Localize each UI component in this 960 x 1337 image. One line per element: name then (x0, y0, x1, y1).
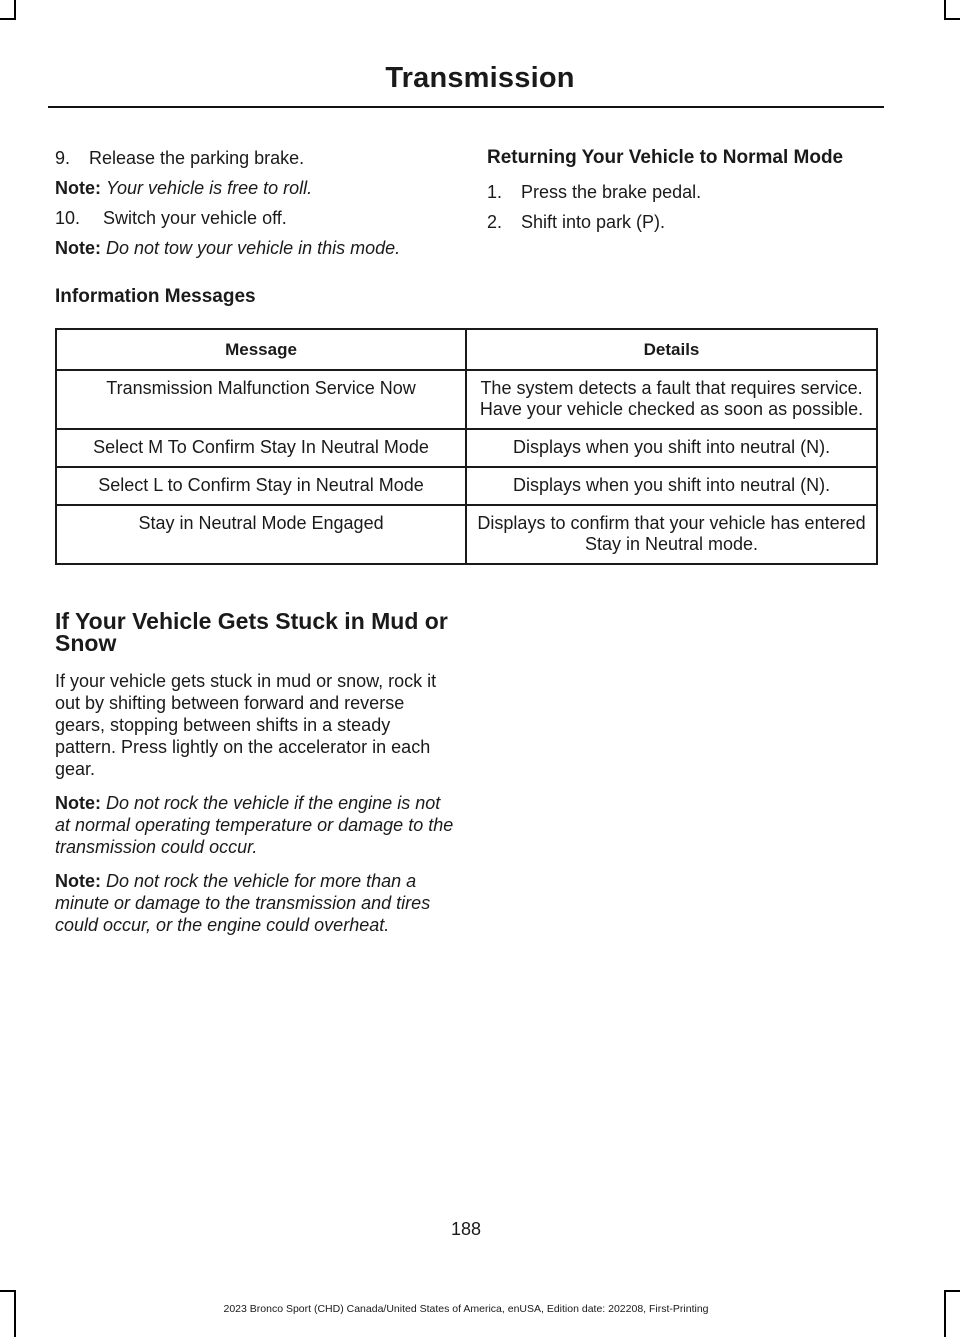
step-10 (55, 207, 455, 229)
crop-mark-top-left (14, 0, 16, 20)
column-header-details: Details (466, 329, 877, 370)
step-2 (487, 211, 887, 233)
table-row (56, 467, 877, 505)
stuck-heading: If Your Vehicle Gets Stuck in Mud or Snow (55, 608, 448, 656)
details-cell: Displays when you shift into neutral (N). (466, 429, 877, 467)
left-column (55, 147, 455, 267)
column-header-message: Message (56, 329, 466, 370)
returning-normal-mode-heading: Returning Your Vehicle to Normal Mode (487, 147, 844, 168)
details-cell: Displays to confirm that your vehicle has entered Stay in Neutral mode. (466, 505, 877, 564)
table-row (56, 370, 877, 429)
crop-mark-top-left-h (0, 18, 16, 20)
note-text: Do not rock the vehicle if the engine is not at normal operating temperature or damage to the transmission could occur. (55, 793, 454, 857)
step-9 (55, 147, 455, 169)
information-messages-heading: Information Messages (55, 286, 256, 307)
note (55, 792, 455, 858)
note-label: Note: (55, 793, 101, 813)
details-cell: Displays when you shift into neutral (N). (466, 467, 877, 505)
page-title: Transmission (385, 62, 575, 94)
note-text: Your vehicle is free to roll. (106, 178, 313, 198)
step-number: 2. (487, 212, 503, 232)
note-label: Note: (55, 871, 101, 891)
table-row (56, 505, 877, 564)
crop-mark-top-right-h (944, 18, 960, 20)
crop-mark-bottom-right (944, 1290, 946, 1337)
note (55, 177, 455, 199)
note-label: Note: (55, 238, 101, 258)
footer-edition-info: 2023 Bronco Sport (CHD) Canada/United States of America, enUSA, Edition date: 202208, First-Printing (223, 1303, 709, 1315)
step-text: Shift into park (P). (521, 212, 666, 232)
message-cell: Transmission Malfunction Service Now (56, 370, 466, 429)
step-number: 10. (55, 208, 81, 228)
step-number: 1. (487, 182, 503, 202)
header-divider (48, 106, 884, 108)
crop-mark-top-right (944, 0, 946, 20)
note-label: Note: (55, 178, 101, 198)
stuck-section (55, 610, 455, 948)
note-text: Do not rock the vehicle for more than a minute or damage to the transmission and tires could occur, or the engine could overheat. (55, 871, 431, 935)
message-cell: Select M To Confirm Stay In Neutral Mode (56, 429, 466, 467)
step-text: Release the parking brake. (89, 148, 305, 168)
table-row (56, 429, 877, 467)
message-cell: Select L to Confirm Stay in Neutral Mode (56, 467, 466, 505)
step-text: Switch your vehicle off. (103, 208, 287, 228)
message-cell: Stay in Neutral Mode Engaged (56, 505, 466, 564)
table-header-row (56, 329, 877, 370)
crop-mark-bottom-left-h (0, 1290, 16, 1292)
details-cell: The system detects a fault that requires service. Have your vehicle checked as soon as possible. (466, 370, 877, 429)
note (55, 237, 455, 259)
note (55, 870, 455, 936)
stuck-body: If your vehicle gets stuck in mud or snow, rock it out by shifting between forward and reverse gears, stopping between shifts in a steady pattern. Press lightly on the accelerator in each gear. (55, 671, 437, 779)
crop-mark-bottom-right-h (944, 1290, 960, 1292)
step-text: Press the brake pedal. (521, 182, 702, 202)
note-text: Do not tow your vehicle in this mode. (106, 238, 401, 258)
step-number: 9. (55, 148, 71, 168)
step-1 (487, 181, 887, 203)
right-column (487, 147, 887, 241)
information-messages-table (55, 328, 878, 565)
page-number: 188 (450, 1219, 482, 1239)
